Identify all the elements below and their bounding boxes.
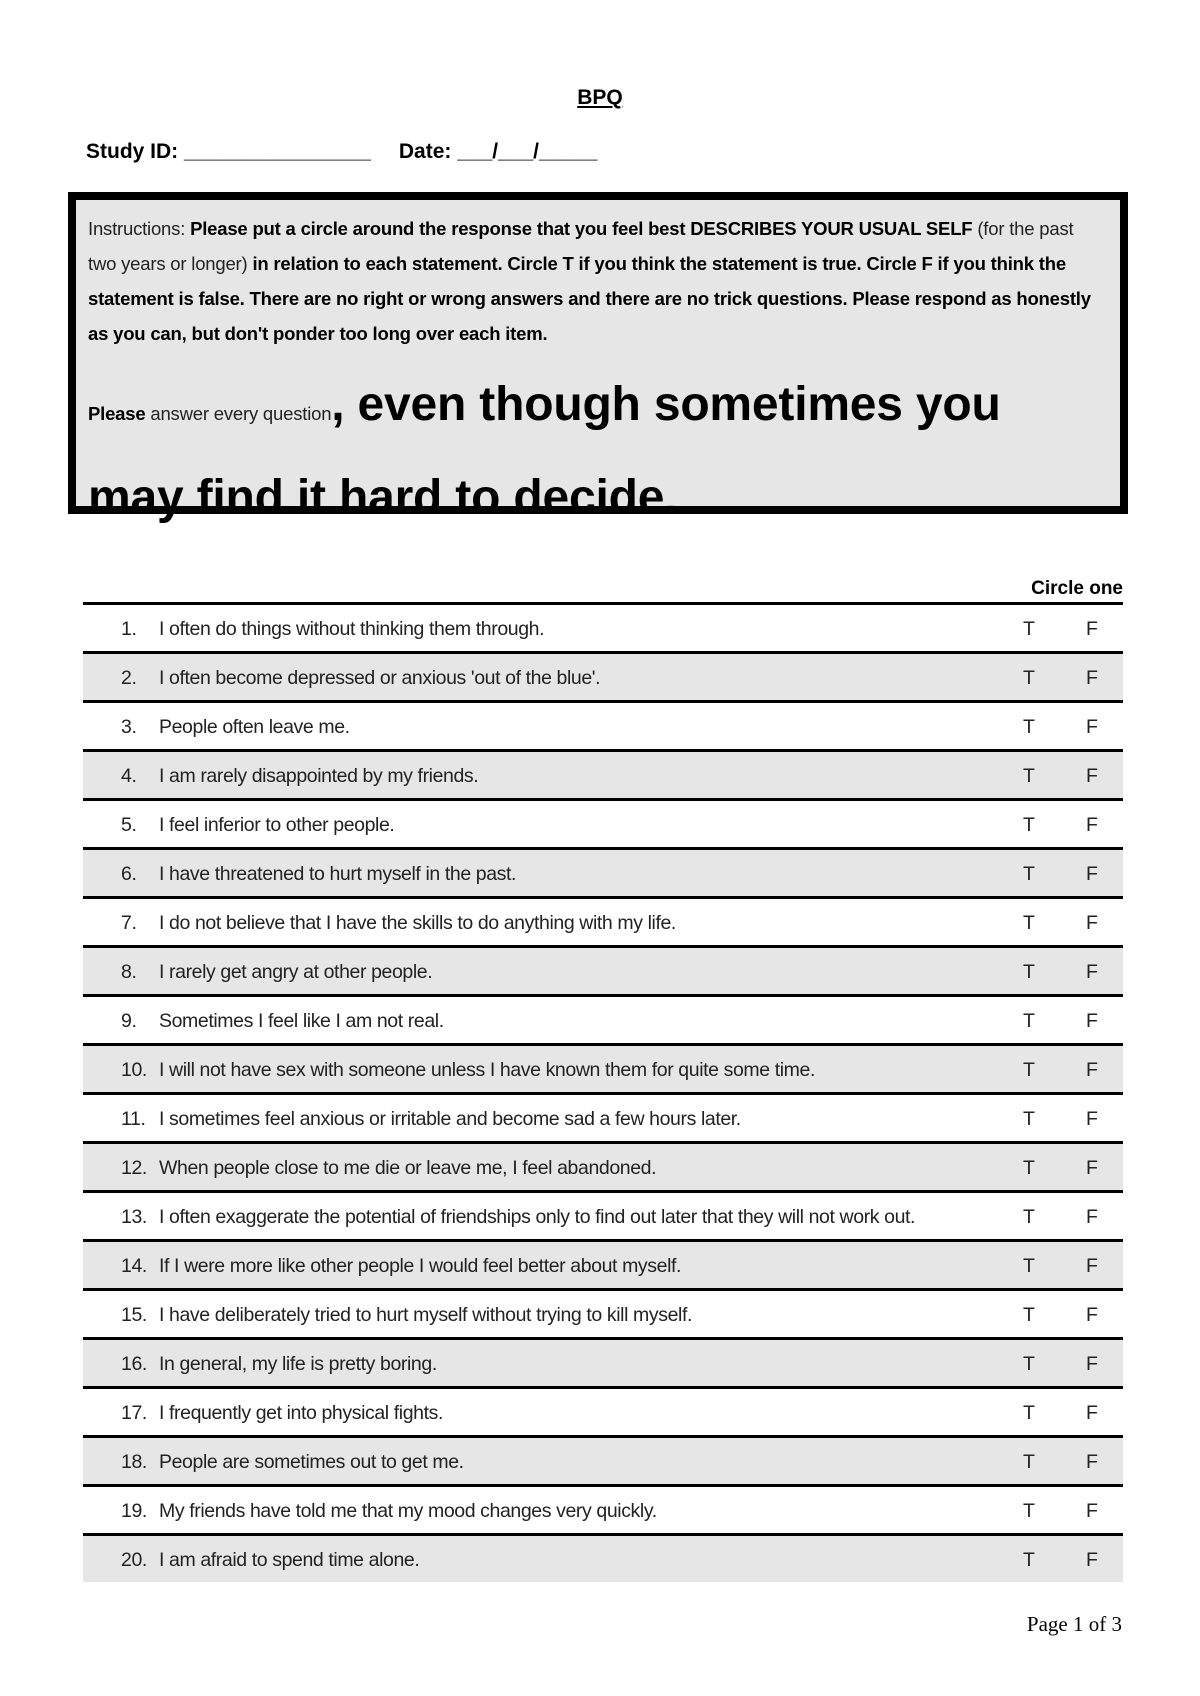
false-option[interactable]: F xyxy=(1086,1010,1098,1032)
true-option[interactable]: T xyxy=(1023,618,1035,640)
question-number: 2. xyxy=(121,667,137,689)
question-number: 19. xyxy=(121,1500,147,1522)
question-number: 8. xyxy=(121,961,137,983)
question-text: I am rarely disappointed by my friends. xyxy=(159,765,479,787)
table-row xyxy=(83,605,1123,654)
table-row xyxy=(83,997,1123,1046)
question-number: 9. xyxy=(121,1010,137,1032)
false-option[interactable]: F xyxy=(1086,1255,1098,1277)
false-option[interactable]: F xyxy=(1086,1157,1098,1179)
question-number: 20. xyxy=(121,1549,147,1571)
table-row xyxy=(83,654,1123,703)
true-option[interactable]: T xyxy=(1023,716,1035,738)
question-text: I frequently get into physical fights. xyxy=(159,1402,443,1424)
question-number: 1. xyxy=(121,618,137,640)
false-option[interactable]: F xyxy=(1086,765,1098,787)
true-option[interactable]: T xyxy=(1023,1010,1035,1032)
question-number: 10. xyxy=(121,1059,147,1081)
false-option[interactable]: F xyxy=(1086,863,1098,885)
table-row xyxy=(83,1389,1123,1438)
question-number: 13. xyxy=(121,1206,147,1228)
question-text: I often exaggerate the potential of friendships only to find out later that they will not work out. xyxy=(159,1206,916,1228)
false-option[interactable]: F xyxy=(1086,1059,1098,1081)
false-option[interactable]: F xyxy=(1086,912,1098,934)
true-option[interactable]: T xyxy=(1023,1500,1035,1522)
false-option[interactable]: F xyxy=(1086,1304,1098,1326)
true-option[interactable]: T xyxy=(1023,1108,1035,1130)
question-text: When people close to me die or leave me, I feel abandoned. xyxy=(159,1157,657,1179)
question-number: 5. xyxy=(121,814,137,836)
question-number: 12. xyxy=(121,1157,147,1179)
false-option[interactable]: F xyxy=(1086,814,1098,836)
true-option[interactable]: T xyxy=(1023,961,1035,983)
table-row xyxy=(83,1487,1123,1536)
question-text: I often become depressed or anxious 'out of the blue'. xyxy=(159,667,601,689)
question-text: In general, my life is pretty boring. xyxy=(159,1353,437,1375)
question-text: I often do things without thinking them through. xyxy=(159,618,545,640)
instructions-lead: Instructions: xyxy=(88,218,191,239)
emphasis-please: Please xyxy=(88,403,146,424)
true-option[interactable]: T xyxy=(1023,1255,1035,1277)
question-text: I am afraid to spend time alone. xyxy=(159,1549,420,1571)
true-option[interactable]: T xyxy=(1023,1451,1035,1473)
table-row xyxy=(83,1438,1123,1487)
instructions-bold-1: Please put a circle around the response that you feel best DESCRIBES YOUR USUAL SELF xyxy=(190,218,973,239)
true-option[interactable]: T xyxy=(1023,1059,1035,1081)
emphasis-mid: answer every question xyxy=(145,403,332,424)
false-option[interactable]: F xyxy=(1086,1451,1098,1473)
question-text: If I were more like other people I would feel better about myself. xyxy=(159,1255,682,1277)
table-row xyxy=(83,1144,1123,1193)
question-text: People are sometimes out to get me. xyxy=(159,1451,464,1473)
true-option[interactable]: T xyxy=(1023,1353,1035,1375)
table-row xyxy=(83,1340,1123,1389)
instructions-bold-2: in relation to each statement. Circle T if you think the statement is true. Circle F if you think the statement is false. There are no right or wrong answers and there are no trick questions. Please respond as honestly as you can, but don't ponder too long over each item. xyxy=(88,253,1091,344)
instructions-emphasis xyxy=(88,363,1120,549)
table-row xyxy=(83,1193,1123,1242)
table-row xyxy=(83,1291,1123,1340)
true-option[interactable]: T xyxy=(1023,814,1035,836)
true-option[interactable]: T xyxy=(1023,1549,1035,1571)
question-number: 16. xyxy=(121,1353,147,1375)
true-option[interactable]: T xyxy=(1023,765,1035,787)
false-option[interactable]: F xyxy=(1086,1353,1098,1375)
question-number: 6. xyxy=(121,863,137,885)
table-row xyxy=(83,1536,1123,1582)
table-row xyxy=(83,703,1123,752)
instructions-normal-1: (for the past two years or longer) xyxy=(88,218,1074,274)
question-number: 7. xyxy=(121,912,137,934)
question-number: 15. xyxy=(121,1304,147,1326)
false-option[interactable]: F xyxy=(1086,716,1098,738)
study-id-field[interactable]: ________________ xyxy=(184,140,371,163)
question-text: I have threatened to hurt myself in the past. xyxy=(159,863,517,885)
question-number: 14. xyxy=(121,1255,147,1277)
question-text: I rarely get angry at other people. xyxy=(159,961,433,983)
page-number: Page 1 of 3 xyxy=(1026,1612,1122,1636)
id-date-line xyxy=(86,140,597,164)
question-number: 11. xyxy=(121,1108,146,1130)
table-row xyxy=(83,1242,1123,1291)
true-option[interactable]: T xyxy=(1023,1206,1035,1228)
circle-one-header: Circle one xyxy=(1031,578,1123,599)
emphasis-big: , even though sometimes you may find it hard to decide. xyxy=(88,378,1001,524)
instructions-paragraph xyxy=(88,211,1120,351)
question-text: My friends have told me that my mood changes very quickly. xyxy=(159,1500,657,1522)
true-option[interactable]: T xyxy=(1023,1157,1035,1179)
question-text: I feel inferior to other people. xyxy=(159,814,395,836)
question-text: People often leave me. xyxy=(159,716,350,738)
table-row xyxy=(83,1046,1123,1095)
table-row xyxy=(83,850,1123,899)
question-text: I sometimes feel anxious or irritable and become sad a few hours later. xyxy=(159,1108,741,1130)
false-option[interactable]: F xyxy=(1086,667,1098,689)
false-option[interactable]: F xyxy=(1086,1402,1098,1424)
false-option[interactable]: F xyxy=(1086,1549,1098,1571)
question-number: 17. xyxy=(121,1402,147,1424)
question-number: 4. xyxy=(121,765,137,787)
date-field[interactable]: ___/___/_____ xyxy=(457,140,598,163)
table-row xyxy=(83,1095,1123,1144)
false-option[interactable]: F xyxy=(1086,961,1098,983)
true-option[interactable]: T xyxy=(1023,1304,1035,1326)
question-text: Sometimes I feel like I am not real. xyxy=(159,1010,444,1032)
false-option[interactable]: F xyxy=(1086,618,1098,640)
true-option[interactable]: T xyxy=(1023,863,1035,885)
question-number: 3. xyxy=(121,716,137,738)
study-id-label: Study ID: xyxy=(86,140,184,163)
false-option[interactable]: F xyxy=(1086,1108,1098,1130)
table-row xyxy=(83,752,1123,801)
page-title: BPQ xyxy=(577,86,623,109)
true-option[interactable]: T xyxy=(1023,912,1035,934)
table-header xyxy=(83,576,1123,605)
question-text: I will not have sex with someone unless I have known them for quite some time. xyxy=(159,1059,815,1081)
true-option[interactable]: T xyxy=(1023,667,1035,689)
false-option[interactable]: F xyxy=(1086,1206,1098,1228)
questions-table xyxy=(83,576,1123,1582)
instructions-box xyxy=(68,192,1128,524)
question-text: I have deliberately tried to hurt myself without trying to kill myself. xyxy=(159,1304,692,1326)
true-option[interactable]: T xyxy=(1023,1402,1035,1424)
question-number: 18. xyxy=(121,1451,147,1473)
table-row xyxy=(83,801,1123,850)
false-option[interactable]: F xyxy=(1086,1500,1098,1522)
table-row xyxy=(83,899,1123,948)
date-label: Date: xyxy=(398,140,458,163)
question-text: I do not believe that I have the skills to do anything with my life. xyxy=(159,912,676,934)
table-row xyxy=(83,948,1123,997)
